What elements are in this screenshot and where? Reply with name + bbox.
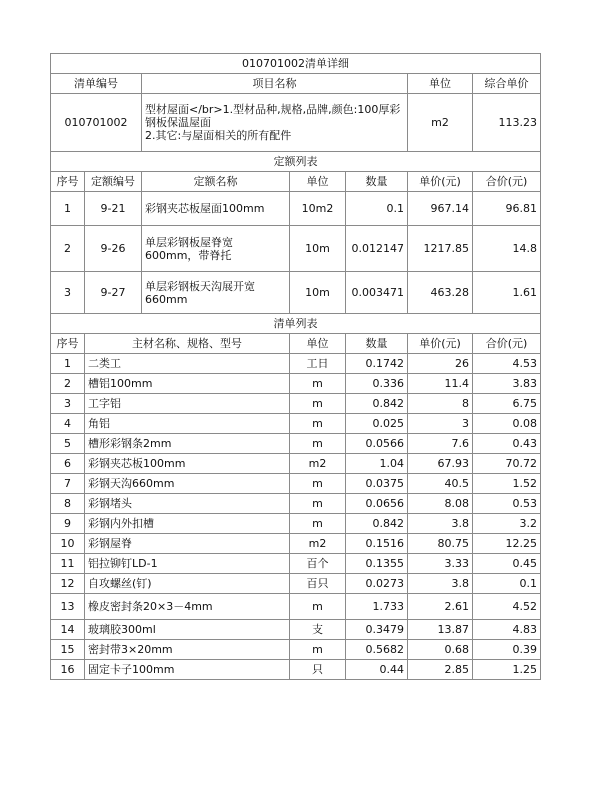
material-price: 3.33 bbox=[408, 554, 473, 574]
material-row bbox=[51, 640, 541, 660]
material-qty: 0.1355 bbox=[346, 554, 408, 574]
quota-col-code: 定额编号 bbox=[85, 172, 142, 192]
material-total: 70.72 bbox=[473, 454, 541, 474]
material-row bbox=[51, 354, 541, 374]
material-row bbox=[51, 574, 541, 594]
sheet-title: 010701002清单详细 bbox=[51, 54, 541, 74]
quota-price: 1217.85 bbox=[408, 226, 473, 272]
material-row bbox=[51, 554, 541, 574]
material-col-unit: 单位 bbox=[290, 334, 346, 354]
material-price: 13.87 bbox=[408, 620, 473, 640]
material-price: 2.85 bbox=[408, 660, 473, 680]
material-total: 0.53 bbox=[473, 494, 541, 514]
material-qty: 0.5682 bbox=[346, 640, 408, 660]
quota-col-price: 单价(元) bbox=[408, 172, 473, 192]
material-name: 槽铝100mm bbox=[85, 374, 290, 394]
material-total: 6.75 bbox=[473, 394, 541, 414]
item-unit-price: 113.23 bbox=[473, 94, 541, 152]
quota-code: 9-21 bbox=[85, 192, 142, 226]
material-price: 11.4 bbox=[408, 374, 473, 394]
material-no: 14 bbox=[51, 620, 85, 640]
material-total: 3.2 bbox=[473, 514, 541, 534]
quota-code: 9-27 bbox=[85, 272, 142, 314]
quota-code: 9-26 bbox=[85, 226, 142, 272]
material-col-qty: 数量 bbox=[346, 334, 408, 354]
material-qty: 0.842 bbox=[346, 514, 408, 534]
material-price: 8.08 bbox=[408, 494, 473, 514]
material-unit: m bbox=[290, 494, 346, 514]
material-unit: 百个 bbox=[290, 554, 346, 574]
material-price: 26 bbox=[408, 354, 473, 374]
quota-price: 967.14 bbox=[408, 192, 473, 226]
material-no: 16 bbox=[51, 660, 85, 680]
quota-name: 彩钢夹芯板屋面100mm bbox=[142, 192, 290, 226]
quota-row bbox=[51, 272, 541, 314]
material-price: 3.8 bbox=[408, 574, 473, 594]
quota-header-row bbox=[51, 172, 541, 192]
material-name: 铝拉铆钉LD-1 bbox=[85, 554, 290, 574]
material-price: 7.6 bbox=[408, 434, 473, 454]
material-price: 0.68 bbox=[408, 640, 473, 660]
materials-header-row bbox=[51, 334, 541, 354]
material-row bbox=[51, 394, 541, 414]
material-row bbox=[51, 534, 541, 554]
quota-row bbox=[51, 226, 541, 272]
quota-col-unit: 单位 bbox=[290, 172, 346, 192]
item-unit: m2 bbox=[408, 94, 473, 152]
material-unit: 支 bbox=[290, 620, 346, 640]
material-unit: 只 bbox=[290, 660, 346, 680]
material-name: 彩钢夹芯板100mm bbox=[85, 454, 290, 474]
material-total: 1.25 bbox=[473, 660, 541, 680]
material-row bbox=[51, 494, 541, 514]
material-row bbox=[51, 594, 541, 620]
material-total: 3.83 bbox=[473, 374, 541, 394]
material-no: 15 bbox=[51, 640, 85, 660]
material-qty: 0.842 bbox=[346, 394, 408, 414]
material-no: 11 bbox=[51, 554, 85, 574]
quota-total: 1.61 bbox=[473, 272, 541, 314]
quota-col-qty: 数量 bbox=[346, 172, 408, 192]
material-no: 10 bbox=[51, 534, 85, 554]
quota-qty: 0.012147 bbox=[346, 226, 408, 272]
material-qty: 1.733 bbox=[346, 594, 408, 620]
item-description-line1: 型材屋面</br>1.型材品种,规格,品牌,颜色:100厚彩钢板保温屋面 bbox=[145, 103, 401, 129]
item-description-line2: 2.其它:与屋面相关的所有配件 bbox=[145, 129, 292, 142]
quota-qty: 0.1 bbox=[346, 192, 408, 226]
material-total: 1.52 bbox=[473, 474, 541, 494]
material-qty: 1.04 bbox=[346, 454, 408, 474]
material-name: 二类工 bbox=[85, 354, 290, 374]
title-row bbox=[51, 54, 541, 74]
material-qty: 0.0656 bbox=[346, 494, 408, 514]
material-price: 67.93 bbox=[408, 454, 473, 474]
material-qty: 0.1742 bbox=[346, 354, 408, 374]
material-qty: 0.0566 bbox=[346, 434, 408, 454]
item-name-header: 项目名称 bbox=[142, 74, 408, 94]
material-unit: m bbox=[290, 414, 346, 434]
material-name: 自攻螺丝(钉) bbox=[85, 574, 290, 594]
quota-qty: 0.003471 bbox=[346, 272, 408, 314]
material-total: 0.1 bbox=[473, 574, 541, 594]
quota-col-name: 定额名称 bbox=[142, 172, 290, 192]
material-col-price: 单价(元) bbox=[408, 334, 473, 354]
material-row bbox=[51, 454, 541, 474]
material-no: 12 bbox=[51, 574, 85, 594]
bill-detail-sheet bbox=[50, 53, 540, 680]
material-qty: 0.3479 bbox=[346, 620, 408, 640]
material-unit: m bbox=[290, 434, 346, 454]
material-col-name: 主材名称、规格、型号 bbox=[85, 334, 290, 354]
quota-no: 3 bbox=[51, 272, 85, 314]
material-row bbox=[51, 374, 541, 394]
material-qty: 0.336 bbox=[346, 374, 408, 394]
material-row bbox=[51, 434, 541, 454]
material-no: 6 bbox=[51, 454, 85, 474]
material-name: 橡皮密封条20×3－4mm bbox=[85, 594, 290, 620]
material-name: 角铝 bbox=[85, 414, 290, 434]
material-price: 3 bbox=[408, 414, 473, 434]
material-total: 4.53 bbox=[473, 354, 541, 374]
material-unit: m bbox=[290, 394, 346, 414]
material-total: 12.25 bbox=[473, 534, 541, 554]
quota-no: 1 bbox=[51, 192, 85, 226]
material-qty: 0.44 bbox=[346, 660, 408, 680]
material-name: 彩钢内外扣槽 bbox=[85, 514, 290, 534]
quota-section-title: 定额列表 bbox=[51, 152, 541, 172]
bill-code: 010701002 bbox=[51, 94, 142, 152]
material-unit: m2 bbox=[290, 534, 346, 554]
quota-name: 单层彩钢板天沟展开宽660mm bbox=[142, 272, 290, 314]
material-name: 彩钢屋脊 bbox=[85, 534, 290, 554]
material-unit: m bbox=[290, 374, 346, 394]
quota-price: 463.28 bbox=[408, 272, 473, 314]
material-price: 40.5 bbox=[408, 474, 473, 494]
material-name: 槽形彩钢条2mm bbox=[85, 434, 290, 454]
material-row bbox=[51, 474, 541, 494]
bill-code-header: 清单编号 bbox=[51, 74, 142, 94]
material-total: 0.08 bbox=[473, 414, 541, 434]
material-price: 2.61 bbox=[408, 594, 473, 620]
material-no: 8 bbox=[51, 494, 85, 514]
material-no: 4 bbox=[51, 414, 85, 434]
material-price: 3.8 bbox=[408, 514, 473, 534]
material-no: 1 bbox=[51, 354, 85, 374]
material-unit: m bbox=[290, 640, 346, 660]
material-no: 2 bbox=[51, 374, 85, 394]
material-no: 9 bbox=[51, 514, 85, 534]
materials-section-title: 清单列表 bbox=[51, 314, 541, 334]
material-unit: 工日 bbox=[290, 354, 346, 374]
material-name: 固定卡子100mm bbox=[85, 660, 290, 680]
material-unit: m bbox=[290, 474, 346, 494]
material-name: 工字铝 bbox=[85, 394, 290, 414]
material-price: 80.75 bbox=[408, 534, 473, 554]
material-col-total: 合价(元) bbox=[473, 334, 541, 354]
quota-no: 2 bbox=[51, 226, 85, 272]
material-total: 4.52 bbox=[473, 594, 541, 620]
material-no: 5 bbox=[51, 434, 85, 454]
unit-header: 单位 bbox=[408, 74, 473, 94]
bill-item-row bbox=[51, 94, 541, 152]
material-qty: 0.0375 bbox=[346, 474, 408, 494]
material-qty: 0.1516 bbox=[346, 534, 408, 554]
quota-section-row bbox=[51, 152, 541, 172]
material-qty: 0.0273 bbox=[346, 574, 408, 594]
material-unit: m bbox=[290, 594, 346, 620]
material-qty: 0.025 bbox=[346, 414, 408, 434]
material-row bbox=[51, 620, 541, 640]
material-no: 3 bbox=[51, 394, 85, 414]
materials-section-row bbox=[51, 314, 541, 334]
material-price: 8 bbox=[408, 394, 473, 414]
material-total: 0.43 bbox=[473, 434, 541, 454]
unit-price-header: 综合单价 bbox=[473, 74, 541, 94]
material-row bbox=[51, 414, 541, 434]
quota-unit: 10m2 bbox=[290, 192, 346, 226]
quota-total: 96.81 bbox=[473, 192, 541, 226]
quota-name: 单层彩钢板屋脊宽600mm，带脊托 bbox=[142, 226, 290, 272]
material-col-no: 序号 bbox=[51, 334, 85, 354]
quota-unit: 10m bbox=[290, 226, 346, 272]
material-name: 密封带3×20mm bbox=[85, 640, 290, 660]
quota-col-no: 序号 bbox=[51, 172, 85, 192]
material-total: 0.45 bbox=[473, 554, 541, 574]
material-no: 13 bbox=[51, 594, 85, 620]
quota-col-total: 合价(元) bbox=[473, 172, 541, 192]
material-name: 玻璃胶300ml bbox=[85, 620, 290, 640]
material-row bbox=[51, 660, 541, 680]
material-row bbox=[51, 514, 541, 534]
item-description bbox=[142, 94, 408, 152]
material-name: 彩钢堵头 bbox=[85, 494, 290, 514]
material-unit: 百只 bbox=[290, 574, 346, 594]
material-name: 彩钢天沟660mm bbox=[85, 474, 290, 494]
material-unit: m2 bbox=[290, 454, 346, 474]
bill-detail-table bbox=[50, 53, 541, 680]
quota-total: 14.8 bbox=[473, 226, 541, 272]
material-unit: m bbox=[290, 514, 346, 534]
material-total: 4.83 bbox=[473, 620, 541, 640]
material-no: 7 bbox=[51, 474, 85, 494]
quota-unit: 10m bbox=[290, 272, 346, 314]
quota-row bbox=[51, 192, 541, 226]
bill-header-row bbox=[51, 74, 541, 94]
material-total: 0.39 bbox=[473, 640, 541, 660]
